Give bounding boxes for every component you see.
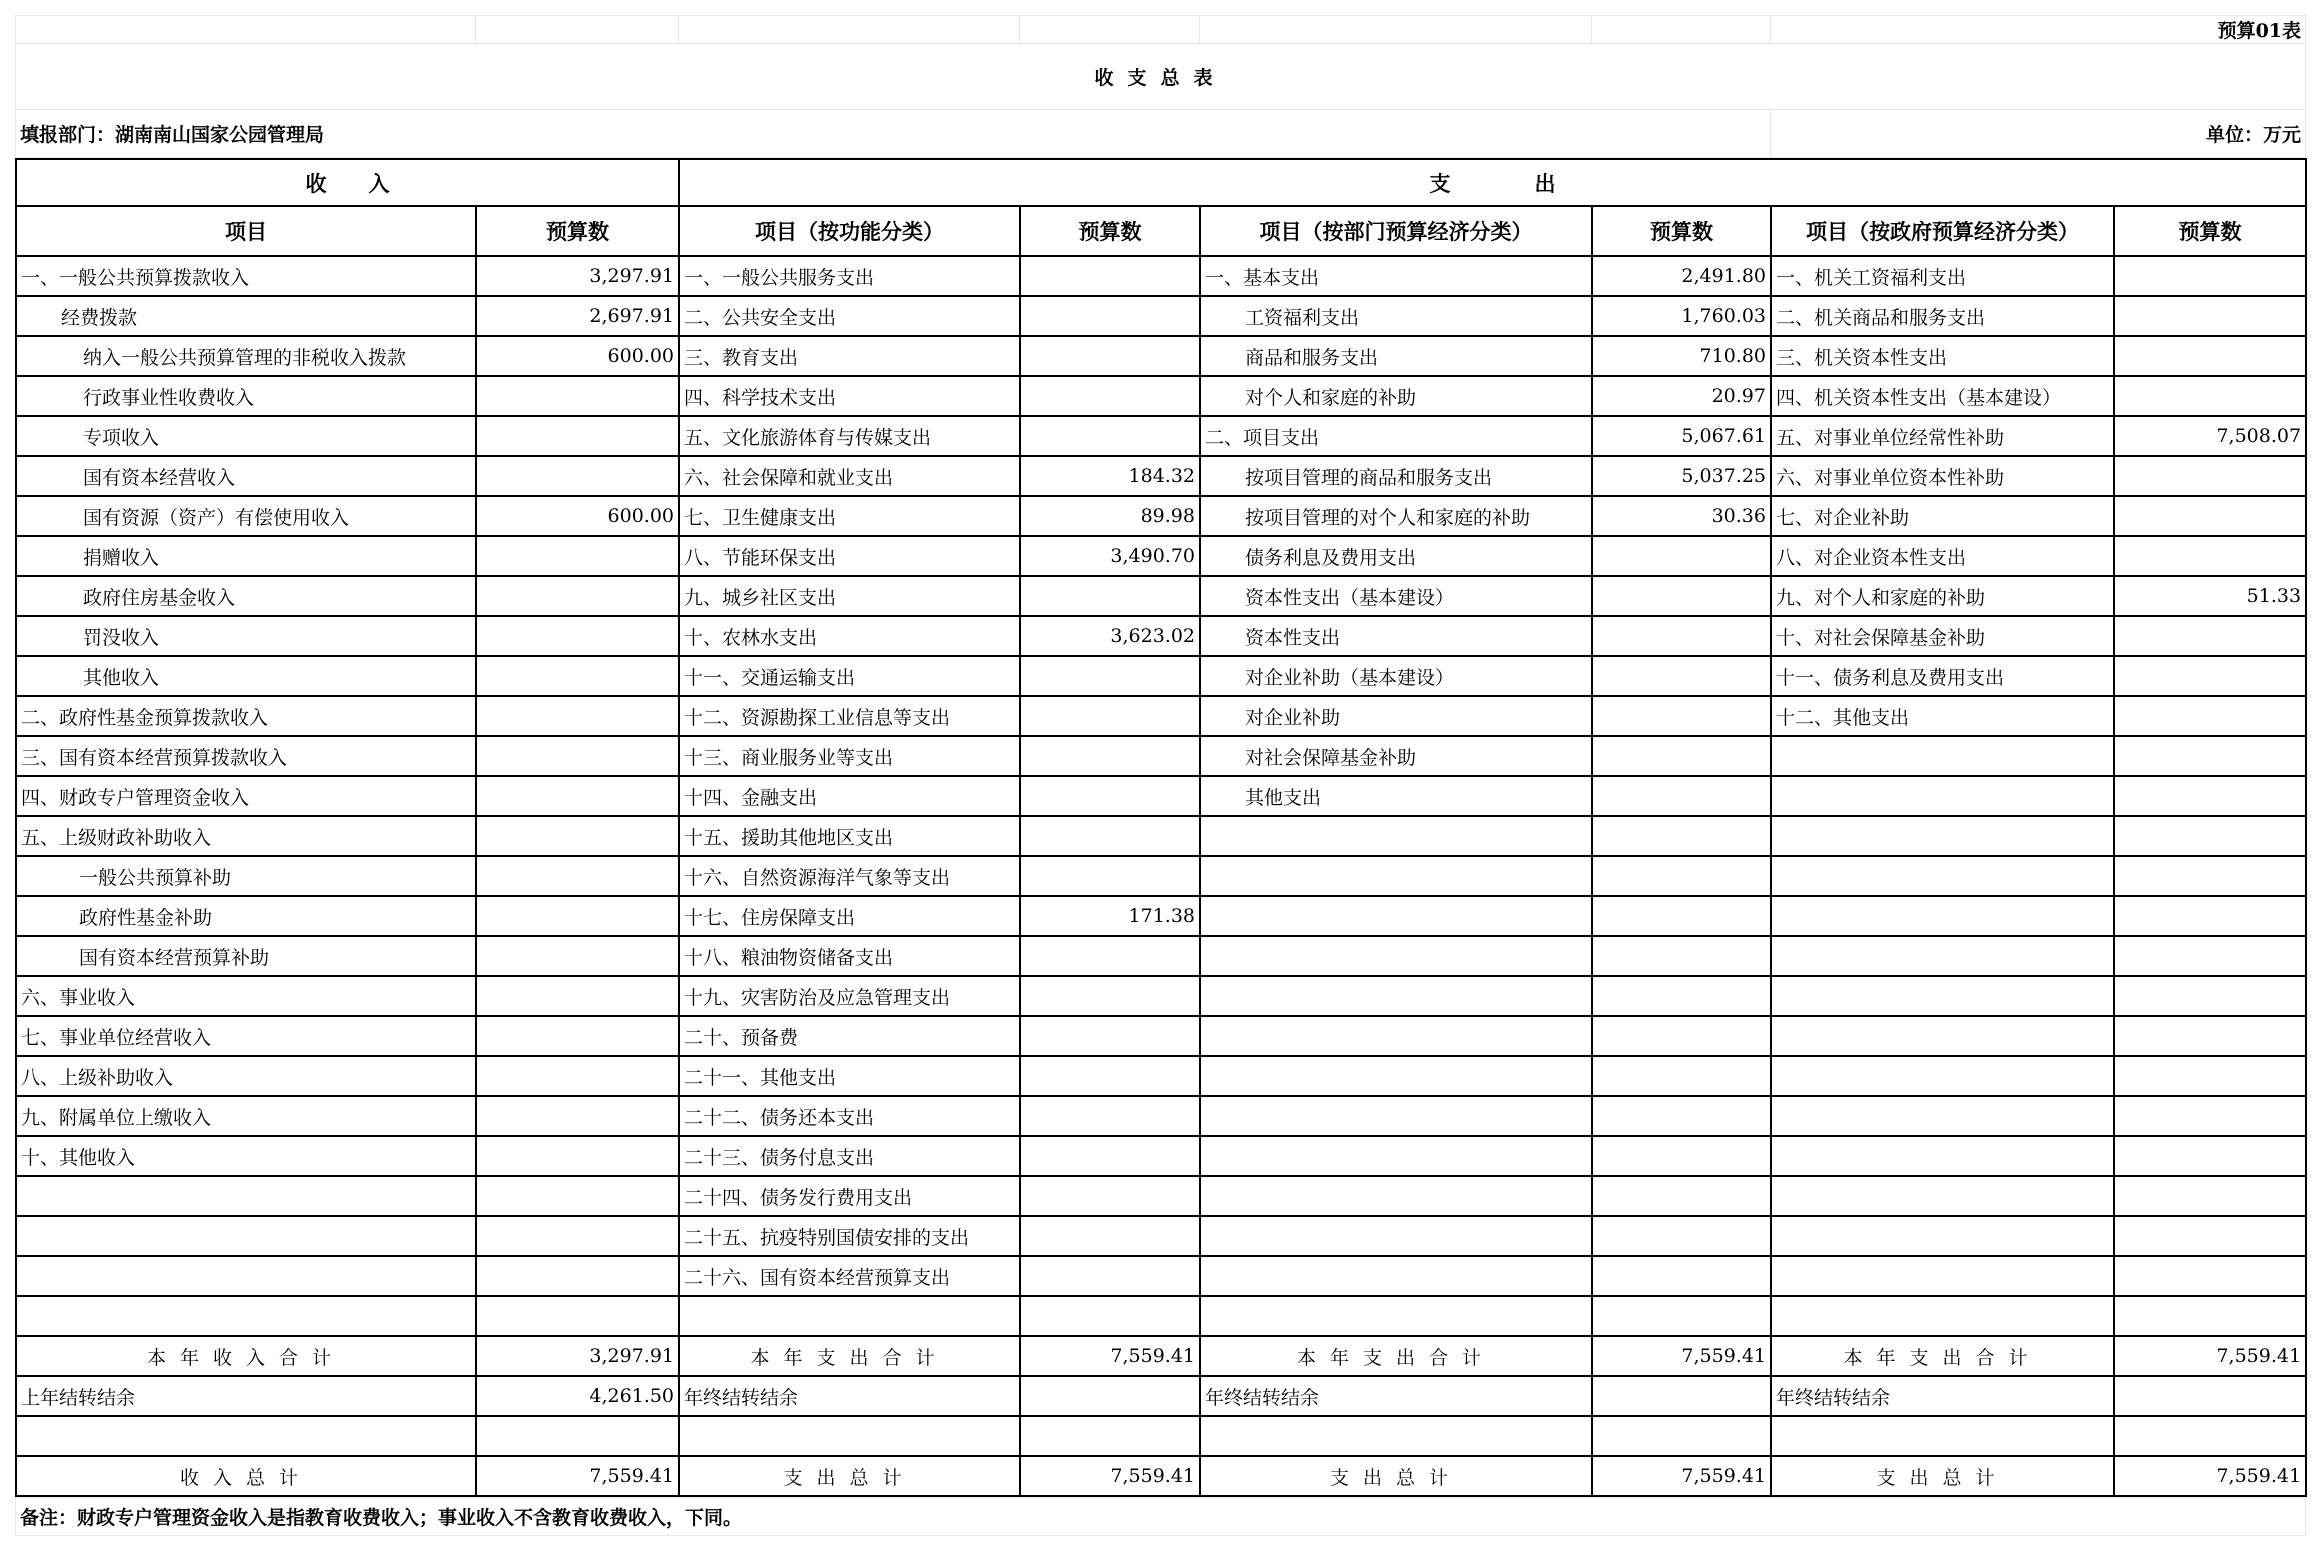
carryover-row-dept-label: 年终结转结余 [1200, 1376, 1592, 1416]
gov-value [2114, 536, 2306, 576]
gov-item [1771, 1296, 2114, 1336]
func-item: 二十二、债务还本支出 [679, 1096, 1020, 1136]
unit-label: 单位：万元 [1771, 110, 2306, 158]
gov-item [1771, 1176, 2114, 1216]
table-row [16, 1296, 2306, 1336]
gov-item: 四、机关资本性支出（基本建设） [1771, 376, 2114, 416]
carryover-row-func-label: 年终结转结余 [679, 1376, 1020, 1416]
dept-value: 20.97 [1592, 376, 1771, 416]
income-value: 600.00 [476, 336, 679, 376]
income-value [476, 856, 679, 896]
func-value [1020, 1296, 1200, 1336]
func-item: 七、卫生健康支出 [679, 496, 1020, 536]
gov-value [2114, 1216, 2306, 1256]
carryover-row-dept-value [1592, 1376, 1771, 1416]
year-total-row-income-label: 本年收入合计 [16, 1336, 476, 1376]
table-row [16, 936, 2306, 976]
gov-item [1771, 1136, 2114, 1176]
func-value [1020, 736, 1200, 776]
gov-value [2114, 336, 2306, 376]
dept-value [1592, 696, 1771, 736]
gov-value [2114, 376, 2306, 416]
col-header-gov-budget: 预算数 [2114, 206, 2306, 256]
func-value: 171.38 [1020, 896, 1200, 936]
func-value [1020, 296, 1200, 336]
gov-item: 八、对企业资本性支出 [1771, 536, 2114, 576]
income-item: 其他收入 [16, 656, 476, 696]
carryover-row-func-value [1020, 1376, 1200, 1416]
dept-value [1592, 1176, 1771, 1216]
dept-item: 按项目管理的对个人和家庭的补助 [1200, 496, 1592, 536]
dept-value: 5,067.61 [1592, 416, 1771, 456]
dept-value: 30.36 [1592, 496, 1771, 536]
func-value [1020, 1016, 1200, 1056]
gov-item: 一、机关工资福利支出 [1771, 256, 2114, 296]
income-value [476, 576, 679, 616]
income-item: 三、国有资本经营预算拨款收入 [16, 736, 476, 776]
dept-item [1200, 1176, 1592, 1216]
gov-item: 七、对企业补助 [1771, 496, 2114, 536]
gov-item [1771, 1016, 2114, 1056]
year-total-row-func-value: 7,559.41 [1020, 1336, 1200, 1376]
func-item: 三、教育支出 [679, 336, 1020, 376]
income-value [476, 1136, 679, 1176]
dept-item [1200, 1136, 1592, 1176]
table-row [16, 1176, 2306, 1216]
grand-total-row-dept-label: 支出总计 [1200, 1456, 1592, 1496]
dept-item: 资本性支出（基本建设） [1200, 576, 1592, 616]
income-item: 九、附属单位上缴收入 [16, 1096, 476, 1136]
income-value [476, 536, 679, 576]
func-value [1020, 936, 1200, 976]
dept-value: 5,037.25 [1592, 456, 1771, 496]
dept-value: 710.80 [1592, 336, 1771, 376]
table-row [16, 296, 2306, 336]
func-value: 3,623.02 [1020, 616, 1200, 656]
gov-value [2114, 1016, 2306, 1056]
table-row [16, 1056, 2306, 1096]
col-header-income-item: 项目 [16, 206, 476, 256]
gov-value: 7,508.07 [2114, 416, 2306, 456]
income-value: 3,297.91 [476, 256, 679, 296]
func-value [1020, 416, 1200, 456]
expense-section-header: 支 出 [679, 159, 2306, 206]
func-item: 十七、住房保障支出 [679, 896, 1020, 936]
func-item: 十、农林水支出 [679, 616, 1020, 656]
year-total-row [16, 1336, 2306, 1376]
dept-value [1592, 1016, 1771, 1056]
dept-value [1592, 656, 1771, 696]
func-value [1020, 976, 1200, 1016]
gov-value [2114, 496, 2306, 536]
gov-value [2114, 856, 2306, 896]
dept-item: 对企业补助 [1200, 696, 1592, 736]
gov-item [1771, 976, 2114, 1016]
gov-value [2114, 1136, 2306, 1176]
gov-item [1771, 816, 2114, 856]
budget-table [15, 158, 2307, 1497]
department-label: 填报部门：湖南南山国家公园管理局 [16, 110, 1771, 158]
income-value [476, 1296, 679, 1336]
page-title: 收支总表 [16, 44, 2306, 110]
gov-item: 三、机关资本性支出 [1771, 336, 2114, 376]
year-total-row-func-label: 本年支出合计 [679, 1336, 1020, 1376]
income-value [476, 776, 679, 816]
income-item: 经费拨款 [16, 296, 476, 336]
gov-value [2114, 296, 2306, 336]
gov-item [1771, 1256, 2114, 1296]
income-value: 2,697.91 [476, 296, 679, 336]
income-value [476, 696, 679, 736]
func-item: 十八、粮油物资储备支出 [679, 936, 1020, 976]
income-value [476, 1176, 679, 1216]
func-value [1020, 1256, 1200, 1296]
func-item: 二十四、债务发行费用支出 [679, 1176, 1020, 1216]
dept-value [1592, 976, 1771, 1016]
func-value [1020, 816, 1200, 856]
table-row [16, 456, 2306, 496]
gov-value [2114, 936, 2306, 976]
dept-value [1592, 536, 1771, 576]
func-item: 十四、金融支出 [679, 776, 1020, 816]
table-row [16, 1096, 2306, 1136]
table-row [16, 1256, 2306, 1296]
dept-item: 按项目管理的商品和服务支出 [1200, 456, 1592, 496]
gov-value: 51.33 [2114, 576, 2306, 616]
dept-item: 工资福利支出 [1200, 296, 1592, 336]
gov-value [2114, 736, 2306, 776]
grand-total-row-income-value: 7,559.41 [476, 1456, 679, 1496]
income-item [16, 1176, 476, 1216]
year-total-row-gov-value: 7,559.41 [2114, 1336, 2306, 1376]
gov-item [1771, 1096, 2114, 1136]
income-value [476, 456, 679, 496]
dept-item [1200, 936, 1592, 976]
dept-item [1200, 1056, 1592, 1096]
income-value [476, 736, 679, 776]
gov-item [1771, 776, 2114, 816]
dept-value: 1,760.03 [1592, 296, 1771, 336]
gov-value [2114, 1096, 2306, 1136]
dept-value [1592, 736, 1771, 776]
func-value [1020, 256, 1200, 296]
dept-item: 二、项目支出 [1200, 416, 1592, 456]
func-item: 十九、灾害防治及应急管理支出 [679, 976, 1020, 1016]
gov-item: 十、对社会保障基金补助 [1771, 616, 2114, 656]
table-row [16, 976, 2306, 1016]
budget-sheet [15, 15, 2305, 1536]
gov-item: 二、机关商品和服务支出 [1771, 296, 2114, 336]
table-row [16, 416, 2306, 456]
gov-value [2114, 616, 2306, 656]
dept-value [1592, 896, 1771, 936]
dept-item: 一、基本支出 [1200, 256, 1592, 296]
func-item: 十三、商业服务业等支出 [679, 736, 1020, 776]
income-value [476, 1256, 679, 1296]
income-value [476, 936, 679, 976]
grand-total-row-income-label: 收入总计 [16, 1456, 476, 1496]
gov-item [1771, 896, 2114, 936]
func-value: 184.32 [1020, 456, 1200, 496]
gov-value [2114, 1296, 2306, 1336]
income-item: 七、事业单位经营收入 [16, 1016, 476, 1056]
gov-value [2114, 816, 2306, 856]
table-row [16, 616, 2306, 656]
income-item: 国有资源（资产）有偿使用收入 [16, 496, 476, 536]
table-row [16, 496, 2306, 536]
table-row [16, 576, 2306, 616]
carryover-row-income-value: 4,261.50 [476, 1376, 679, 1416]
dept-value [1592, 1296, 1771, 1336]
func-value [1020, 336, 1200, 376]
dept-value [1592, 1216, 1771, 1256]
dept-item [1200, 1216, 1592, 1256]
gov-item: 十二、其他支出 [1771, 696, 2114, 736]
func-item: 十六、自然资源海洋气象等支出 [679, 856, 1020, 896]
func-value [1020, 1176, 1200, 1216]
dept-value [1592, 1136, 1771, 1176]
header-block [15, 15, 2306, 158]
income-item: 政府住房基金收入 [16, 576, 476, 616]
func-value [1020, 656, 1200, 696]
table-row [16, 816, 2306, 856]
col-header-dept-budget: 预算数 [1592, 206, 1771, 256]
income-value [476, 376, 679, 416]
income-item [16, 1296, 476, 1336]
form-code: 预算01表 [1771, 16, 2306, 44]
func-value [1020, 1056, 1200, 1096]
table-row [16, 656, 2306, 696]
dept-value [1592, 936, 1771, 976]
gov-value [2114, 656, 2306, 696]
income-item: 专项收入 [16, 416, 476, 456]
income-item: 一般公共预算补助 [16, 856, 476, 896]
income-value [476, 416, 679, 456]
income-item: 政府性基金补助 [16, 896, 476, 936]
dept-value [1592, 576, 1771, 616]
income-item [16, 1256, 476, 1296]
year-total-row-dept-value: 7,559.41 [1592, 1336, 1771, 1376]
table-row [16, 536, 2306, 576]
year-total-row-gov-label: 本年支出合计 [1771, 1336, 2114, 1376]
income-value [476, 1216, 679, 1256]
income-item: 四、财政专户管理资金收入 [16, 776, 476, 816]
gov-item [1771, 736, 2114, 776]
income-value: 600.00 [476, 496, 679, 536]
income-value [476, 976, 679, 1016]
gov-item [1771, 856, 2114, 896]
grand-total-row-func-label: 支出总计 [679, 1456, 1020, 1496]
gov-item: 五、对事业单位经常性补助 [1771, 416, 2114, 456]
dept-item: 商品和服务支出 [1200, 336, 1592, 376]
func-value [1020, 856, 1200, 896]
dept-item: 其他支出 [1200, 776, 1592, 816]
income-section-header: 收 入 [16, 159, 679, 206]
dept-value [1592, 856, 1771, 896]
col-header-dept-item: 项目（按部门预算经济分类） [1200, 206, 1592, 256]
carryover-row [16, 1376, 2306, 1416]
gov-value [2114, 1176, 2306, 1216]
dept-item [1200, 816, 1592, 856]
carryover-row-gov-label: 年终结转结余 [1771, 1376, 2114, 1416]
gov-item: 六、对事业单位资本性补助 [1771, 456, 2114, 496]
gov-value [2114, 1256, 2306, 1296]
func-value: 89.98 [1020, 496, 1200, 536]
gov-value [2114, 696, 2306, 736]
func-item: 二十一、其他支出 [679, 1056, 1020, 1096]
dept-item [1200, 1256, 1592, 1296]
dept-item [1200, 856, 1592, 896]
carryover-row-gov-value [2114, 1376, 2306, 1416]
func-value [1020, 776, 1200, 816]
table-row [16, 1216, 2306, 1256]
func-item: 二、公共安全支出 [679, 296, 1020, 336]
table-row [16, 776, 2306, 816]
func-item: 八、节能环保支出 [679, 536, 1020, 576]
income-value [476, 656, 679, 696]
func-item: 六、社会保障和就业支出 [679, 456, 1020, 496]
dept-item [1200, 976, 1592, 1016]
func-item: 十五、援助其他地区支出 [679, 816, 1020, 856]
gov-item [1771, 1056, 2114, 1096]
income-item: 六、事业收入 [16, 976, 476, 1016]
dept-value [1592, 1256, 1771, 1296]
gov-value [2114, 776, 2306, 816]
dept-value [1592, 616, 1771, 656]
income-value [476, 1016, 679, 1056]
dept-item: 对社会保障基金补助 [1200, 736, 1592, 776]
gov-value [2114, 1056, 2306, 1096]
footer-block [15, 1497, 2306, 1536]
dept-value: 2,491.80 [1592, 256, 1771, 296]
func-item: 五、文化旅游体育与传媒支出 [679, 416, 1020, 456]
func-item: 一、一般公共服务支出 [679, 256, 1020, 296]
income-value [476, 616, 679, 656]
dept-item [1200, 896, 1592, 936]
func-item: 四、科学技术支出 [679, 376, 1020, 416]
footnote: 备注：财政专户管理资金收入是指教育收费收入；事业收入不含教育收费收入，下同。 [16, 1498, 2306, 1536]
income-item: 国有资本经营收入 [16, 456, 476, 496]
func-value [1020, 1216, 1200, 1256]
table-row [16, 376, 2306, 416]
table-row [16, 896, 2306, 936]
func-value [1020, 576, 1200, 616]
dept-value [1592, 1096, 1771, 1136]
dept-item [1200, 1016, 1592, 1056]
dept-item [1200, 1296, 1592, 1336]
table-row [16, 1136, 2306, 1176]
income-item: 罚没收入 [16, 616, 476, 656]
gov-value [2114, 976, 2306, 1016]
col-header-func-item: 项目（按功能分类） [679, 206, 1020, 256]
income-value [476, 896, 679, 936]
table-row [16, 256, 2306, 296]
gov-item: 九、对个人和家庭的补助 [1771, 576, 2114, 616]
income-item: 一、一般公共预算拨款收入 [16, 256, 476, 296]
blank-row [16, 1416, 2306, 1456]
func-item: 二十、预备费 [679, 1016, 1020, 1056]
dept-value [1592, 816, 1771, 856]
col-header-func-budget: 预算数 [1020, 206, 1200, 256]
dept-item: 资本性支出 [1200, 616, 1592, 656]
table-row [16, 736, 2306, 776]
func-value: 3,490.70 [1020, 536, 1200, 576]
income-item: 十、其他收入 [16, 1136, 476, 1176]
income-item: 八、上级补助收入 [16, 1056, 476, 1096]
func-item: 二十五、抗疫特别国债安排的支出 [679, 1216, 1020, 1256]
func-value [1020, 376, 1200, 416]
income-value [476, 1096, 679, 1136]
gov-value [2114, 456, 2306, 496]
gov-item [1771, 1216, 2114, 1256]
carryover-row-income-label: 上年结转结余 [16, 1376, 476, 1416]
func-item: 二十三、债务付息支出 [679, 1136, 1020, 1176]
func-item: 十一、交通运输支出 [679, 656, 1020, 696]
table-row [16, 696, 2306, 736]
grand-total-row [16, 1456, 2306, 1496]
income-item: 纳入一般公共预算管理的非税收入拨款 [16, 336, 476, 376]
table-row [16, 336, 2306, 376]
grand-total-row-gov-label: 支出总计 [1771, 1456, 2114, 1496]
income-value [476, 816, 679, 856]
grand-total-row-func-value: 7,559.41 [1020, 1456, 1200, 1496]
gov-value [2114, 896, 2306, 936]
dept-value [1592, 776, 1771, 816]
dept-item: 债务利息及费用支出 [1200, 536, 1592, 576]
dept-value [1592, 1056, 1771, 1096]
func-value [1020, 696, 1200, 736]
grand-total-row-gov-value: 7,559.41 [2114, 1456, 2306, 1496]
func-value [1020, 1096, 1200, 1136]
gov-item: 十一、债务利息及费用支出 [1771, 656, 2114, 696]
year-total-row-income-value: 3,297.91 [476, 1336, 679, 1376]
gov-item [1771, 936, 2114, 976]
income-item: 国有资本经营预算补助 [16, 936, 476, 976]
func-value [1020, 1136, 1200, 1176]
dept-item: 对企业补助（基本建设） [1200, 656, 1592, 696]
table-row [16, 1016, 2306, 1056]
gov-value [2114, 256, 2306, 296]
func-item: 十二、资源勘探工业信息等支出 [679, 696, 1020, 736]
income-item: 行政事业性收费收入 [16, 376, 476, 416]
dept-item [1200, 1096, 1592, 1136]
func-item: 二十六、国有资本经营预算支出 [679, 1256, 1020, 1296]
dept-item: 对个人和家庭的补助 [1200, 376, 1592, 416]
income-item: 二、政府性基金预算拨款收入 [16, 696, 476, 736]
col-header-income-budget: 预算数 [476, 206, 679, 256]
col-header-gov-item: 项目（按政府预算经济分类） [1771, 206, 2114, 256]
income-value [476, 1056, 679, 1096]
income-item: 五、上级财政补助收入 [16, 816, 476, 856]
grand-total-row-dept-value: 7,559.41 [1592, 1456, 1771, 1496]
func-item [679, 1296, 1020, 1336]
income-item [16, 1216, 476, 1256]
table-row [16, 856, 2306, 896]
income-item: 捐赠收入 [16, 536, 476, 576]
year-total-row-dept-label: 本年支出合计 [1200, 1336, 1592, 1376]
func-item: 九、城乡社区支出 [679, 576, 1020, 616]
